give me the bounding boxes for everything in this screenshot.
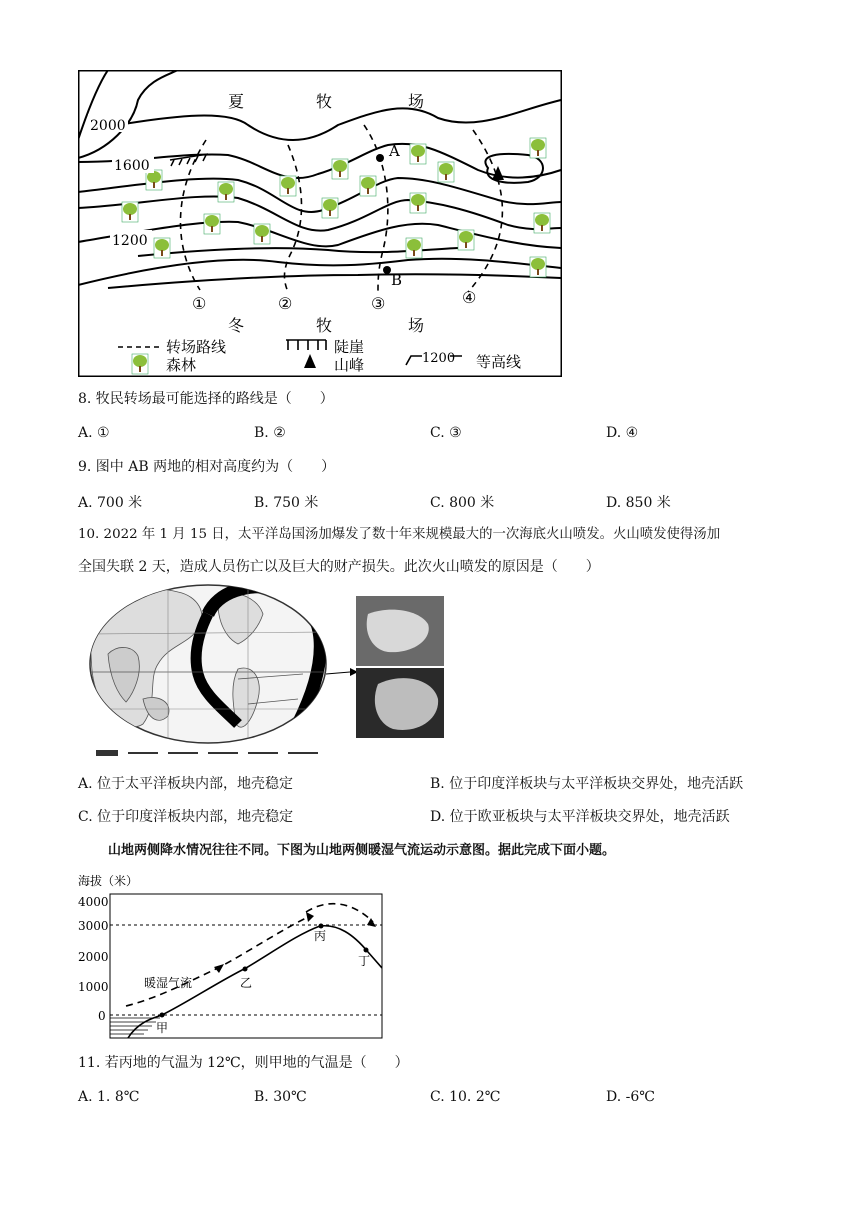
forest-icon: [154, 238, 170, 258]
winter-pasture-char: 场: [408, 316, 425, 335]
legend-forest-icon: [132, 354, 148, 374]
route-label-3: ③: [371, 294, 386, 313]
q11-option-b[interactable]: B. 30℃: [254, 1089, 307, 1105]
section-intro: 山地两侧降水情况往往不同。下图为山地两侧暖湿气流运动示意图。据此完成下面小题。: [108, 843, 616, 858]
contour-label-1200: 1200: [112, 233, 148, 249]
y-tick: 4000: [78, 895, 109, 909]
y-axis-label: 海拔（米）: [78, 874, 139, 888]
q8-option-a[interactable]: A. ①: [78, 425, 110, 441]
legend-contour-sample: 1200: [422, 351, 456, 366]
q9-option-a[interactable]: A. 700 米: [78, 495, 143, 511]
y-tick: 0: [98, 1009, 106, 1023]
legend-cliff: 陡崖: [334, 338, 365, 356]
forest-icon: [534, 213, 550, 233]
label-jia: 甲: [156, 1021, 169, 1035]
q10-option-c[interactable]: C. 位于印度洋板块内部，地壳稳定: [78, 809, 294, 825]
y-tick: 3000: [78, 919, 109, 933]
summer-pasture-char: 牧: [316, 92, 333, 111]
label-yi: 乙: [240, 976, 253, 990]
point-bing: [319, 924, 324, 929]
plate-boundary-map: [88, 584, 450, 762]
legend-contour: 等高线: [476, 353, 522, 371]
contour-label-2000: 2000: [90, 118, 126, 134]
q10-option-d[interactable]: D. 位于欧亚板块与太平洋板块交界处，地壳活跃: [430, 809, 730, 825]
summer-pasture-char: 场: [408, 92, 425, 111]
label-bing: 丙: [314, 929, 327, 943]
forest-icon: [410, 144, 426, 164]
forest-icon: [458, 230, 474, 250]
summer-pasture-char: 夏: [228, 92, 245, 111]
forest-icon: [280, 176, 296, 196]
question-8-stem: 8. 牧民转场最可能选择的路线是（ ）: [78, 391, 334, 407]
q9-option-b[interactable]: B. 750 米: [254, 495, 319, 511]
forest-icon: [406, 238, 422, 258]
forest-icon: [218, 182, 234, 202]
route-label-4: ④: [462, 288, 477, 307]
airflow-profile-chart: [78, 872, 388, 1042]
q11-option-d[interactable]: D. -6℃: [606, 1089, 655, 1105]
forest-icon: [322, 198, 338, 218]
legend-forest: 森林: [166, 356, 197, 374]
question-10-stem-line1: 10. 2022 年 1 月 15 日，太平洋岛国汤加爆发了数十年来规模最大的一次海底火山喷发。火山喷发使得汤加: [78, 527, 721, 542]
label-ding: 丁: [358, 954, 371, 968]
question-9-stem: 9. 图中 AB 两地的相对高度约为（ ）: [78, 459, 336, 475]
forest-icon: [360, 176, 376, 196]
point-b: [383, 266, 391, 274]
y-tick: 2000: [78, 950, 109, 964]
forest-icon: [332, 159, 348, 179]
y-tick: 1000: [78, 980, 109, 994]
q8-option-b[interactable]: B. ②: [254, 425, 286, 441]
q9-option-c[interactable]: C. 800 米: [430, 495, 495, 511]
question-10-stem-line2: 全国失联 2 天，造成人员伤亡以及巨大的财产损失。此次火山喷发的原因是（ ）: [78, 559, 600, 575]
forest-icon: [204, 214, 220, 234]
forest-icon: [254, 224, 270, 244]
q10-option-a[interactable]: A. 位于太平洋板块内部，地壳稳定: [78, 776, 294, 792]
forest-icon: [530, 138, 546, 158]
legend-route: 转场路线: [166, 338, 227, 356]
q11-option-c[interactable]: C. 10. 2℃: [430, 1089, 501, 1105]
q8-option-c[interactable]: C. ③: [430, 425, 462, 441]
point-yi: [243, 967, 248, 972]
winter-pasture-char: 冬: [228, 316, 245, 335]
route-label-2: ②: [278, 294, 293, 313]
q9-option-d[interactable]: D. 850 米: [606, 495, 671, 511]
forest-icon: [410, 193, 426, 213]
forest-icon: [530, 257, 546, 277]
q10-option-b[interactable]: B. 位于印度洋板块与太平洋板块交界处，地壳活跃: [430, 776, 744, 792]
flow-label: 暖湿气流: [144, 976, 193, 990]
contour-label-1600: 1600: [114, 158, 150, 174]
point-ding: [364, 948, 369, 953]
winter-pasture-char: 牧: [316, 316, 333, 335]
forest-icon: [438, 162, 454, 182]
point-a-label: A: [389, 142, 400, 160]
q8-option-d[interactable]: D. ④: [606, 425, 639, 441]
contour-map: [78, 70, 562, 377]
legend-peak: 山峰: [334, 356, 365, 374]
q11-option-a[interactable]: A. 1. 8℃: [78, 1089, 140, 1105]
point-a: [376, 154, 384, 162]
route-label-1: ①: [192, 294, 207, 313]
point-jia: [160, 1013, 165, 1018]
forest-icon: [122, 202, 138, 222]
question-11-stem: 11. 若丙地的气温为 12℃，则甲地的气温是（ ）: [78, 1055, 409, 1071]
point-b-label: B: [391, 271, 403, 289]
